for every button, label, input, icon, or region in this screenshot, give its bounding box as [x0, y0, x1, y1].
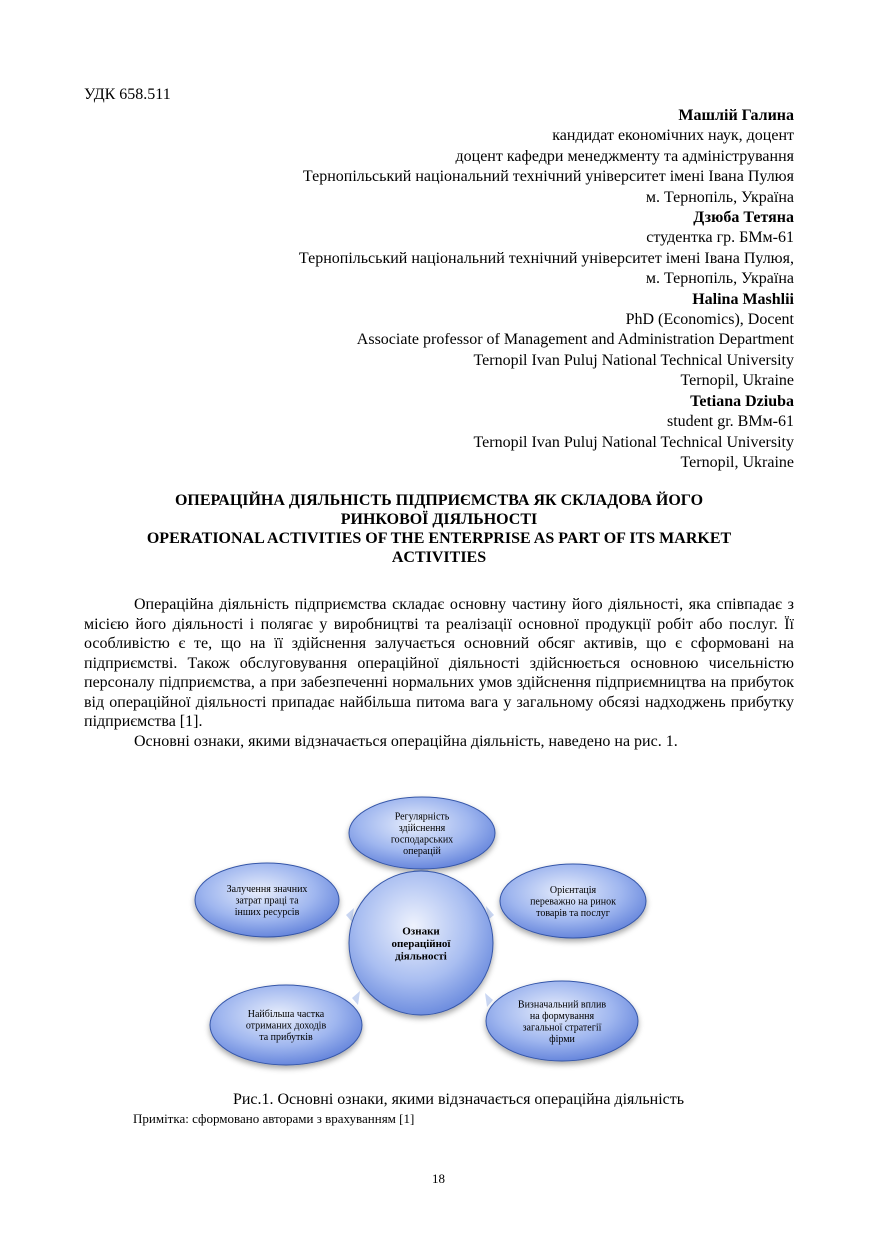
diagram-arrow-left-bottom	[352, 991, 360, 1005]
author-block	[299, 106, 794, 473]
author-affiliation-line: Тернопільський національний технічний університет імені Івана Пулюя,	[298, 249, 794, 267]
diagram-center-node	[349, 871, 493, 1015]
node-label-line: Ознаки	[402, 925, 440, 938]
author-affiliation-line: Ternopil, Ukraine	[680, 372, 794, 390]
node-label-line: на формування	[529, 1010, 595, 1022]
node-label-line: Найбільша частка	[247, 1009, 325, 1020]
author-affiliation-line: м. Тернопіль, Україна	[645, 270, 794, 288]
node-label-line: загальної стратегії	[522, 1022, 602, 1034]
diagram-node-left-top	[195, 863, 339, 937]
author-affiliation-line: Ternopil Ivan Puluj National Technical University	[473, 433, 794, 451]
node-label-line: переважно на ринок	[530, 896, 616, 908]
title-ua-line-1: ОПЕРАЦІЙНА ДІЯЛЬНІСТЬ ПІДПРИЄМСТВА ЯК СКЛАДОВА ЙОГО	[174, 492, 704, 509]
paragraph-2: Основні ознаки, якими відзначається операційна діяльність, наведено на рис. 1.	[134, 732, 678, 750]
author-affiliation-line: студентка гр. БМм-61	[646, 229, 794, 247]
paragraph-1: Операційна діяльність підприємства складає основну частину його діяльності, яка співпадає з місією його діяльності і полягає у виробництві та реалізації основної продукції робіт або послуг. Її особливістю є те, що на її здійснення залучається основний обсяг активів, що є сформовані на підприємстві. Також обслуговування операційної діяльності здійснюється основною чисельністю персоналу підприємства, а при забезпеченні нормальних умов здійснення підприємництва на прибуток від операційної діяльності припадає найбільша питома вага у загальному обсязі надходжень прибутку підприємства [1].	[84, 596, 794, 730]
author-name: Tetiana Dziuba	[690, 392, 794, 410]
udc-code: УДК 658.511	[84, 86, 171, 103]
author-affiliation-line: кандидат економічних наук, доцент	[552, 127, 794, 145]
title-ua-line-2: РИНКОВОЇ ДІЯЛЬНОСТІ	[340, 511, 538, 528]
node-label-line: Залучення значних	[226, 884, 308, 895]
diagram-node-right-bottom	[486, 981, 638, 1061]
author-affiliation-line: Тернопільський національний технічний університет імені Івана Пулюя	[302, 168, 794, 186]
author-affiliation-line: student gr. BMм-61	[666, 413, 794, 431]
page-number: 18	[432, 1171, 445, 1186]
title-en-line-2: ACTIVITIES	[391, 549, 487, 566]
figure-note: Примітка: сформовано авторами з врахуванням [1]	[133, 1111, 415, 1126]
diagram-svg	[0, 780, 877, 1090]
diagram-node-left-bottom	[210, 985, 362, 1065]
article-title	[84, 491, 794, 567]
node-label-line: діяльності	[395, 950, 447, 963]
node-label-line: Орієнтація	[549, 885, 597, 896]
node-label-line: Регулярність	[394, 811, 450, 823]
diagram-node-top	[349, 797, 495, 869]
author-name: Машлій Галина	[678, 107, 794, 124]
node-label-line: операційної	[391, 937, 451, 950]
node-label-line: фірми	[549, 1033, 575, 1045]
author-name: Halina Mashlii	[692, 290, 794, 308]
author-affiliation-line: Associate professor of Management and Administration Department	[356, 331, 794, 349]
node-label-line: здійснення	[398, 822, 446, 834]
diagram-node-right-top	[500, 864, 646, 938]
node-label-line: господарських	[390, 834, 454, 846]
author-name: Дзюба Тетяна	[693, 209, 794, 227]
node-label-line: інших ресурсів	[234, 907, 300, 918]
node-label-line: Визначальний вплив	[517, 999, 607, 1011]
title-en-line-1: OPERATIONAL ACTIVITIES OF THE ENTERPRISE AS PART OF ITS MARKET	[146, 530, 732, 547]
author-affiliation-line: Ternopil, Ukraine	[680, 453, 794, 471]
node-label-line: товарів та послуг	[536, 908, 610, 919]
author-affiliation-line: Ternopil Ivan Puluj National Technical University	[473, 351, 794, 369]
node-label-line: та прибутків	[259, 1032, 313, 1043]
author-affiliation-line: доцент кафедри менеджменту та адміністрування	[455, 147, 794, 165]
author-affiliation-line: PhD (Economics), Docent	[625, 311, 794, 329]
body-text	[84, 595, 794, 751]
author-affiliation-line: м. Тернопіль, Україна	[645, 188, 794, 206]
node-label-line: отриманих доходів	[245, 1020, 327, 1032]
node-label-line: операцій	[403, 845, 441, 857]
figure-caption: Рис.1. Основні ознаки, якими відзначається операційна діяльність	[232, 1091, 685, 1108]
node-label-line: затрат праці та	[235, 895, 299, 907]
figure-diagram	[0, 780, 877, 1090]
